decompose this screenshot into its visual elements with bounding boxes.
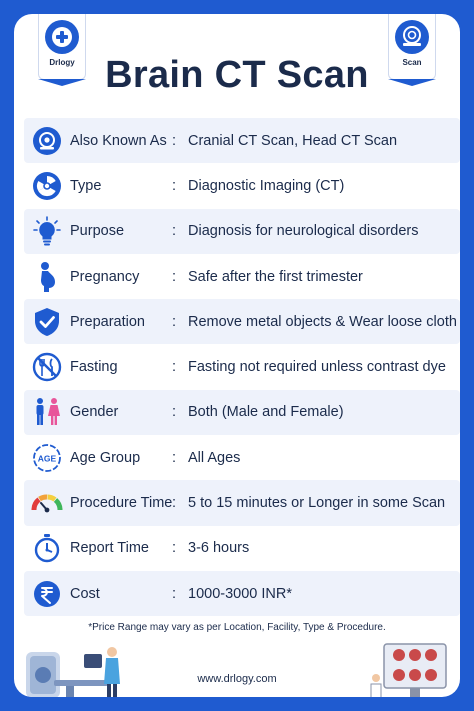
row-label: Also Known As: [70, 132, 167, 149]
row-colon: :: [172, 268, 177, 285]
shield-check-icon: [24, 299, 70, 344]
row-value: Diagnosis for neurological disorders: [188, 223, 419, 240]
info-row-pregnancy: [24, 254, 460, 299]
row-label: Cost: [70, 585, 100, 602]
row-colon: :: [172, 177, 177, 194]
row-value: Both (Male and Female): [188, 404, 344, 421]
row-label: Procedure Time: [70, 495, 173, 512]
brain-scan-board-illustration: [370, 642, 452, 697]
no-food-icon: [24, 345, 70, 390]
row-value: 3-6 hours: [188, 540, 250, 557]
info-row-also-known-as: [24, 118, 460, 163]
row-colon: :: [172, 449, 177, 466]
row-label: Fasting: [70, 359, 118, 376]
row-label: Type: [70, 177, 102, 194]
gauge-icon: [24, 481, 70, 526]
row-label: Age Group: [70, 449, 141, 466]
row-label: Report Time: [70, 540, 149, 557]
info-row-fasting: [24, 344, 460, 389]
row-colon: :: [172, 359, 177, 376]
brand-name: Drlogy: [49, 58, 75, 67]
row-colon: :: [172, 313, 177, 330]
age-icon-text: AGE: [37, 453, 57, 464]
row-value: Remove metal objects & Wear loose cloth: [188, 313, 457, 330]
info-table: [24, 118, 460, 616]
info-row-preparation: [24, 299, 460, 344]
drlogy-logo-icon: [45, 20, 79, 54]
website-link[interactable]: www.drlogy.com: [197, 673, 277, 685]
row-value: 1000-3000 INR*: [188, 585, 292, 602]
row-value: Cranial CT Scan, Head CT Scan: [188, 132, 398, 149]
male-female-icon: [24, 390, 70, 435]
row-colon: :: [172, 223, 177, 240]
info-row-gender: [24, 390, 460, 435]
ct-scanner-icon: [24, 118, 70, 163]
row-value: 5 to 15 minutes or Longer in some Scan: [188, 495, 446, 512]
info-row-report-time: [24, 526, 460, 571]
ct-scanner-icon: [395, 20, 429, 54]
row-label: Preparation: [70, 313, 145, 330]
info-row-purpose: [24, 209, 460, 254]
row-value: Safe after the first trimester: [188, 268, 363, 285]
page-title: Brain CT Scan: [105, 54, 369, 96]
row-value: Diagnostic Imaging (CT): [188, 177, 345, 194]
price-footnote: *Price Range may vary as per Location, Facility, Type & Procedure.: [88, 622, 386, 633]
radiation-icon: [24, 163, 70, 208]
row-colon: :: [172, 132, 177, 149]
category-name: Scan: [402, 58, 422, 67]
row-colon: :: [172, 404, 177, 421]
info-row-age-group: [24, 435, 460, 480]
row-value: All Ages: [188, 449, 241, 466]
row-colon: :: [172, 585, 177, 602]
pregnant-woman-icon: [24, 254, 70, 299]
row-colon: :: [172, 540, 177, 557]
info-row-procedure-time: [24, 480, 460, 525]
row-label: Pregnancy: [70, 268, 140, 285]
info-row-cost: [24, 571, 460, 616]
ct-machine-illustration: [24, 644, 134, 697]
row-label: Gender: [70, 404, 119, 421]
lightbulb-icon: [24, 209, 70, 254]
row-value: Fasting not required unless contrast dye: [188, 359, 446, 376]
info-card: [14, 14, 460, 697]
stopwatch-icon: [24, 526, 70, 571]
row-label: Purpose: [70, 223, 125, 240]
rupee-icon: [24, 571, 70, 616]
age-icon: [24, 435, 70, 480]
info-row-type: [24, 163, 460, 208]
row-colon: :: [172, 495, 177, 512]
